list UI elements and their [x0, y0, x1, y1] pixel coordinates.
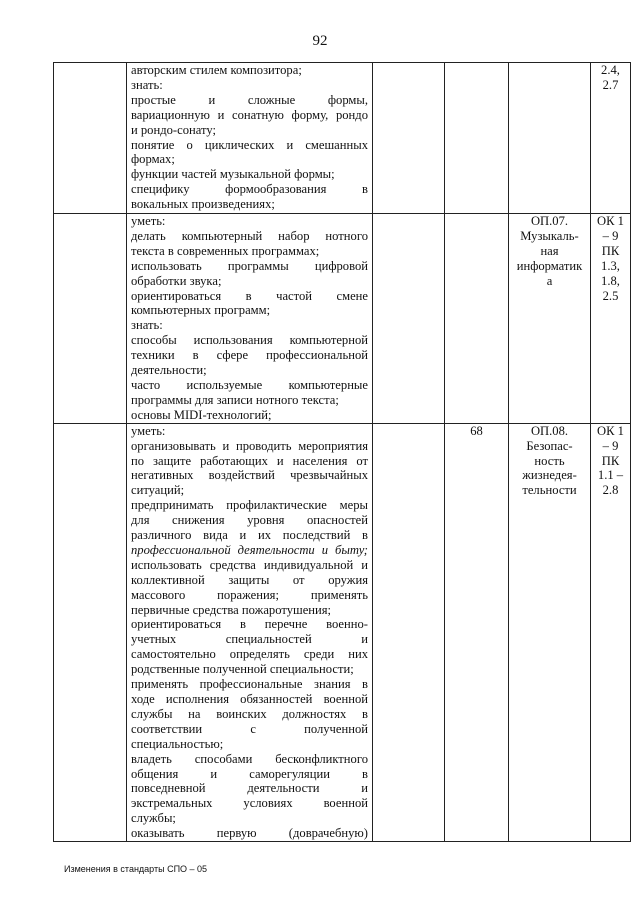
discipline-cell: [509, 214, 591, 424]
discipline-cell: [509, 423, 591, 841]
content-line: использовать средства индивидуальной и: [131, 557, 368, 572]
content-line: основы MIDI-технологий;: [131, 407, 272, 422]
content-line: негативных воздействий чрезвычайных: [131, 468, 368, 483]
content-line: профессиональной деятельности и быту;: [131, 542, 368, 557]
content-line: первичные средства пожаротушения;: [131, 602, 332, 617]
content-line: простые и сложные формы,: [131, 92, 368, 107]
content-line: организовывать и проводить мероприятия: [131, 438, 368, 453]
content-line: коллективной защиты от оружия: [131, 572, 368, 587]
competency-line: 1.3,: [601, 258, 620, 273]
competency-line: 1.8,: [601, 273, 620, 288]
discipline-line: Безопас-: [526, 438, 573, 453]
content-cell: [127, 214, 373, 424]
content-line: вокальных произведениях;: [131, 197, 275, 212]
table-row: [54, 214, 631, 424]
content-line: для снижения уровня опасностей: [131, 513, 368, 528]
content-line: понятие о циклических и смешанных: [131, 137, 368, 152]
content-line: использовать программы цифровой: [131, 258, 368, 273]
content-line: соответствии с полученной: [131, 721, 368, 736]
competency-line: ПК: [601, 243, 620, 258]
competency-line: ОК 1: [597, 214, 624, 228]
curriculum-table: [53, 62, 631, 842]
competency-line: 1.1 –: [597, 468, 624, 483]
discipline-line: ОП.08.: [530, 423, 569, 438]
content-line: деятельности;: [131, 363, 207, 378]
discipline-line: ОП.07.: [530, 214, 569, 228]
table-row: [54, 423, 631, 841]
competency-line: ОК 1: [597, 423, 624, 438]
competency-line: – 9: [602, 438, 619, 453]
content-line: авторским стилем композитора;: [131, 63, 302, 77]
hours-value: 68: [470, 423, 483, 438]
content-line: часто используемые компьютерные: [131, 377, 368, 392]
content-line: различного вида и их последствий в: [131, 528, 368, 543]
competency-cell: [591, 423, 631, 841]
content-line: обработки звука;: [131, 273, 222, 288]
index-cell: [54, 214, 127, 424]
content-line: функции частей музыкальной формы;: [131, 167, 335, 182]
competency-line: 2.5: [602, 288, 619, 303]
discipline-line: Музыкаль-: [520, 228, 579, 243]
content-line: службы на воинских должностях в: [131, 706, 368, 721]
content-line: повседневной деятельности и: [131, 781, 368, 796]
content-line: уметь:: [131, 214, 166, 228]
content-line: массового поражения; применять: [131, 587, 368, 602]
content-line: владеть способами бесконфликтного: [131, 751, 368, 766]
competency-cell: [591, 214, 631, 424]
content-line: самостоятельно определять среди них: [131, 647, 368, 662]
content-line: техники в сфере профессиональной: [131, 348, 368, 363]
competency-line: 2.8: [602, 483, 619, 498]
content-line: уметь:: [131, 423, 166, 438]
hours-max-cell: [373, 63, 445, 214]
discipline-line: а: [546, 273, 553, 288]
table-row: [54, 63, 631, 214]
content-line: знать:: [131, 318, 163, 333]
content-cell: [127, 423, 373, 841]
discipline-cell: [509, 63, 591, 214]
hours-max-cell: [373, 214, 445, 424]
competency-cell: [591, 63, 631, 214]
footer-note: Изменения в стандарты СПО – 05: [64, 864, 208, 874]
content-line: ситуаций;: [131, 483, 185, 498]
content-line: программы для записи нотного текста;: [131, 392, 339, 407]
competency-line: ПК: [601, 453, 620, 468]
content-line: экстремальных условиях военной: [131, 796, 368, 811]
competency-line: 2.4,: [601, 63, 620, 77]
content-line: текста в современных программах;: [131, 243, 320, 258]
discipline-line: ность: [534, 453, 565, 468]
hours-cell: [445, 63, 509, 214]
competency-line: 2.7: [602, 77, 619, 92]
content-line: применять профессиональные знания в: [131, 677, 368, 692]
competency-line: – 9: [602, 228, 619, 243]
content-line: компьютерных программ;: [131, 303, 271, 318]
content-line: предпринимать профилактические меры: [131, 498, 368, 513]
content-line: вариационную и сонатную форму, рондо: [131, 107, 368, 122]
content-line: родственные полученной специальности;: [131, 662, 354, 677]
content-line: учетных специальностей и: [131, 632, 368, 647]
index-cell: [54, 423, 127, 841]
content-line: делать компьютерный набор нотного: [131, 228, 368, 243]
content-line: специальностью;: [131, 736, 224, 751]
content-line: ходе исполнения обязанностей военной: [131, 692, 368, 706]
hours-max-cell: [373, 423, 445, 841]
content-line: и рондо-сонату;: [131, 122, 216, 137]
discipline-line: информатик: [516, 258, 583, 273]
discipline-line: жизнедея-: [522, 468, 577, 483]
discipline-line: тельности: [522, 483, 577, 498]
content-line: ориентироваться в частой смене: [131, 288, 368, 303]
content-line: оказывать первую (доврачебную): [131, 826, 368, 841]
content-line: ориентироваться в перечне военно-: [131, 617, 368, 632]
hours-cell: [445, 214, 509, 424]
content-line: по защите работающих и населения от: [131, 453, 368, 468]
page-number: 92: [312, 33, 328, 49]
content-cell: [127, 63, 373, 214]
content-line: способы использования компьютерной: [131, 333, 368, 348]
content-line: службы;: [131, 811, 176, 826]
content-line: общения и саморегуляции в: [131, 766, 368, 781]
content-line: знать:: [131, 77, 163, 92]
content-line: специфику формообразования в: [131, 182, 368, 197]
discipline-line: ная: [540, 243, 559, 258]
index-cell: [54, 63, 127, 214]
hours-cell: [445, 423, 509, 841]
content-line: формах;: [131, 152, 175, 167]
